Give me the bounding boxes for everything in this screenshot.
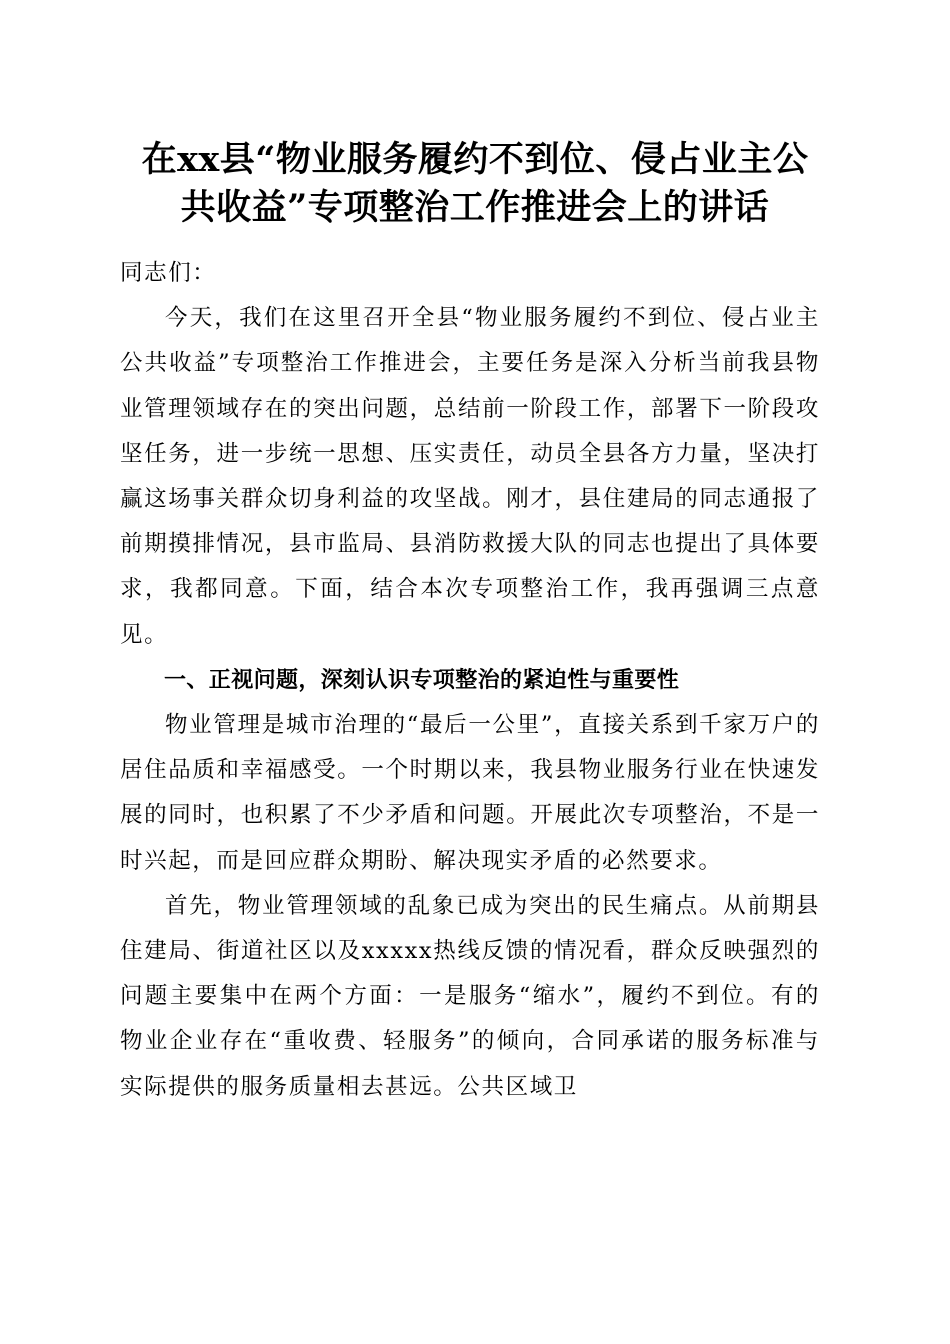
section-1-paragraph-1: 物业管理是城市治理的“最后一公里”，直接关系到千家万户的居住品质和幸福感受。一个时期以来，我县物业服务行业在快速发展的同时，也积累了不少矛盾和问题。开展此次专项整治，不是一时兴起，而是回应群众期盼、解决现实矛盾的必然要求。 xyxy=(120,712,820,874)
section-1-paragraph-2: 首先，物业管理领域的乱象已成为突出的民生痛点。从前期县住建局、街道社区以及xxxxx热线反馈的情况看，群众反映强烈的问题主要集中在两个方面：一是服务“缩水”，履约不到位。有的物业企业存在“重收费、轻服务”的倾向，合同承诺的服务标准与实际提供的服务质量相去甚远。公共区域卫 xyxy=(120,892,820,1100)
title-line-1: 在xx县“物业服务履约不到位、侵占业主公 xyxy=(141,139,809,180)
document-title xyxy=(90,136,860,232)
section-1-heading: 一、正视问题，深刻认识专项整治的紧迫性与重要性 xyxy=(164,667,680,693)
intro-paragraph: 今天，我们在这里召开全县“物业服务履约不到位、侵占业主公共收益”专项整治工作推进会，主要任务是深入分析当前我县物业管理领域存在的突出问题，总结前一阶段工作，部署下一阶段攻坚任务，进一步统一思想、压实责任，动员全县各方力量，坚决打赢这场事关群众切身利益的攻坚战。刚才，县住建局的同志通报了前期摸排情况，县市监局、县消防救援大队的同志也提出了具体要求，我都同意。下面，结合本次专项整治工作，我再强调三点意见。 xyxy=(120,305,820,648)
document-body xyxy=(120,251,820,1110)
title-line-2: 共收益”专项整治工作推进会上的讲话 xyxy=(180,187,770,228)
salutation: 同志们： xyxy=(120,260,217,286)
